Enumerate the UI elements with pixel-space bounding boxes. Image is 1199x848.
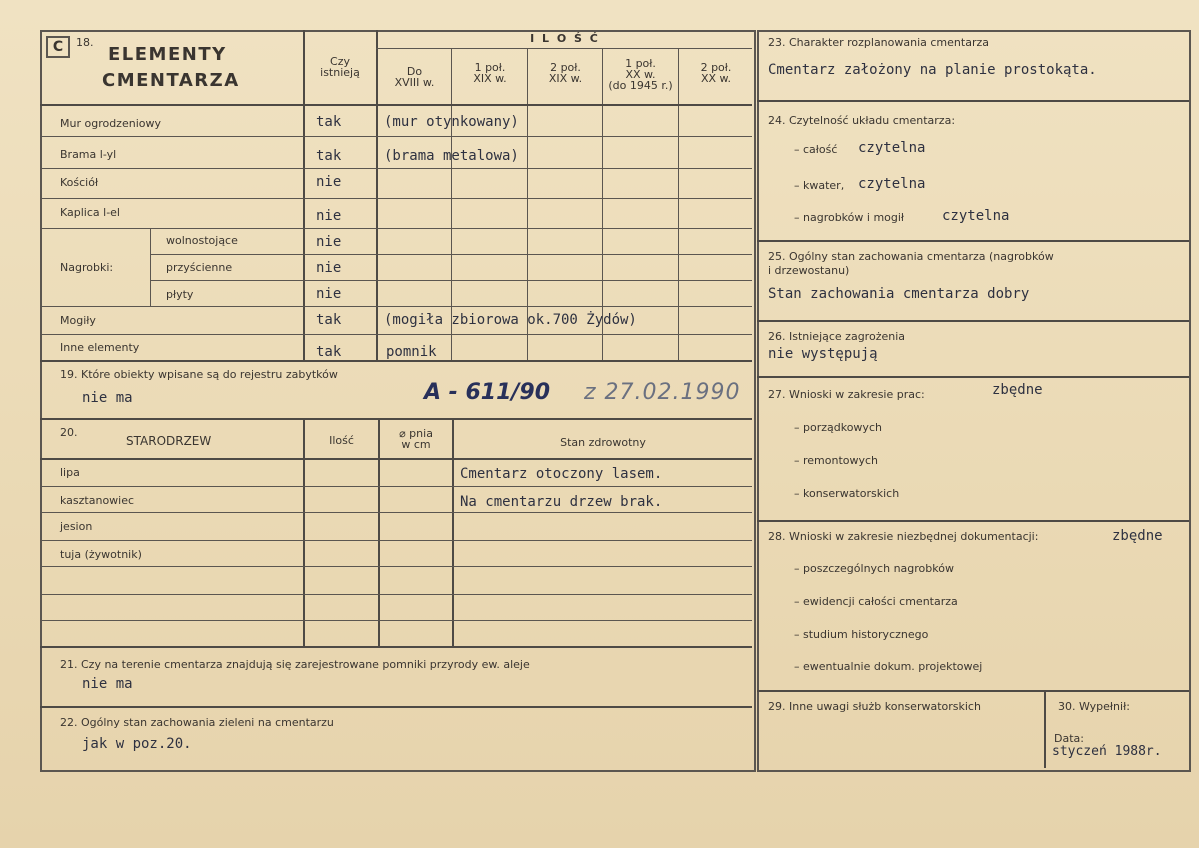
section30-date-label: Data: (1054, 732, 1084, 745)
divider (376, 48, 752, 49)
col-qty-header: I L O Ś Ć (530, 32, 600, 45)
col-header-1-xix-l1: 1 poł. (474, 61, 506, 74)
register-date: z 27.02.1990 (584, 380, 741, 405)
section18-number: 18. (76, 36, 94, 49)
col-header-1-xix-l2: XIX w. (473, 72, 507, 85)
section27-item-1: – porządkowych (794, 421, 882, 434)
note-inne: pomnik (386, 344, 437, 360)
row-label-plyty: płyty (166, 288, 194, 301)
exists-wolnostojace: nie (316, 234, 342, 250)
divider (757, 520, 1189, 522)
section24-item-1-label: – całość (794, 143, 838, 156)
divider (40, 620, 752, 621)
section25-label-line1: 25. Ogólny stan zachowania cmentarza (nagrobków (768, 250, 1054, 263)
divider (40, 334, 752, 335)
divider (303, 30, 305, 360)
section29-label: 29. Inne uwagi służb konserwatorskich (768, 700, 981, 713)
col-diameter-l1: ⌀ pnia (399, 427, 433, 440)
divider (757, 240, 1189, 242)
col-diameter (380, 428, 452, 450)
nagrobki-label: Nagrobki: (60, 261, 114, 274)
col-health: Stan zdrowotny (560, 436, 646, 449)
section24-item-2-label: – kwater, (794, 179, 845, 192)
section27-value: zbędne (992, 382, 1043, 398)
divider (452, 418, 454, 646)
col-exists-line1: Czy (330, 55, 350, 68)
col-header-2-xx-l1: 2 poł. (700, 61, 732, 74)
section23-value: Cmentarz założony na planie prostokąta. (768, 62, 1097, 78)
exists-mur: tak (316, 114, 342, 130)
divider (757, 320, 1189, 322)
divider (757, 376, 1189, 378)
col-header-1-xx-l2: XX w. (625, 68, 656, 81)
section27-label: 27. Wnioski w zakresie prac: (768, 388, 925, 401)
divider (378, 418, 380, 646)
divider (303, 418, 305, 646)
divider (40, 706, 752, 708)
col-header-2-xix (529, 62, 602, 84)
exists-inne: tak (316, 344, 342, 360)
row-label-inne: Inne elementy (60, 341, 140, 354)
col-exists-line2: istnieją (320, 66, 360, 79)
row-label-wolnostojace: wolnostojące (166, 234, 238, 247)
section25-value: Stan zachowania cmentarza dobry (768, 286, 1030, 302)
section-letter-box: C (46, 36, 70, 58)
col-header-xviii-l2: XVIII w. (394, 76, 435, 89)
row-label-mur: Mur ogrodzeniowy (60, 117, 161, 130)
section22-value: jak w poz.20. (82, 736, 192, 752)
divider (757, 690, 1189, 692)
note-mur: (mur otynkowany) (384, 114, 519, 130)
col-header-2-xx (680, 62, 752, 84)
divider (40, 458, 752, 460)
divider (40, 104, 752, 106)
tree-row-kasztanowiec: kasztanowiec (60, 494, 135, 507)
health-note-1: Cmentarz otoczony lasem. (460, 466, 663, 482)
col-header-xviii-l1: Do (406, 65, 423, 78)
divider (1044, 690, 1046, 768)
col-qty: Ilość (329, 434, 354, 447)
section24-item-3-value: czytelna (942, 208, 1010, 224)
col-header-1-xx-l3: (do 1945 r.) (608, 79, 673, 92)
divider (40, 136, 752, 137)
section23-label: 23. Charakter rozplanowania cmentarza (768, 36, 989, 49)
section30-label: 30. Wypełnił: (1058, 700, 1130, 713)
col-header-1-xx-l1: 1 poł. (625, 57, 656, 70)
section28-item-2: – ewidencji całości cmentarza (794, 595, 958, 608)
tree-row-jesion: jesion (60, 520, 93, 533)
col-diameter-l2: w cm (401, 438, 431, 451)
exists-mogily: tak (316, 312, 342, 328)
section27-item-2: – remontowych (794, 454, 879, 467)
tree-row-tuja: tuja (żywotnik) (60, 548, 142, 561)
section27-item-3: – konserwatorskich (794, 487, 900, 500)
divider (40, 594, 752, 595)
divider (40, 566, 752, 567)
section22-label: 22. Ogólny stan zachowania zieleni na cmentarzu (60, 716, 334, 729)
section28-item-4: – ewentualnie dokum. projektowej (794, 660, 983, 673)
divider (40, 486, 752, 487)
section24-label: 24. Czytelność układu cmentarza: (768, 114, 956, 127)
divider (40, 646, 752, 648)
note-brama: (brama metalowa) (384, 148, 519, 164)
section18-title-line2: CMENTARZA (102, 70, 240, 91)
row-label-kaplica: Kaplica l-el (60, 206, 120, 219)
section21-label: 21. Czy na terenie cmentarza znajdują się zarejestrowane pomniki przyrody ew. aleje (60, 658, 530, 671)
row-label-brama: Brama l-yl (60, 148, 117, 161)
note-mogily: (mogiła zbiorowa ok.700 Żydów) (384, 312, 637, 328)
exists-brama: tak (316, 148, 342, 164)
divider (150, 254, 752, 255)
col-header-2-xix-l2: XIX w. (548, 72, 583, 85)
section24-item-3-label: – nagrobków i mogił (794, 211, 905, 224)
tree-row-lipa: lipa (60, 466, 80, 479)
divider (40, 228, 752, 229)
row-label-mogily: Mogiły (60, 314, 96, 327)
divider (150, 280, 752, 281)
divider (678, 48, 679, 360)
divider (40, 168, 752, 169)
section28-label: 28. Wnioski w zakresie niezbędnej dokumentacji: (768, 530, 1039, 543)
divider (40, 512, 752, 513)
exists-przyscienne: nie (316, 260, 342, 276)
section21-value: nie ma (82, 676, 133, 692)
divider (40, 360, 752, 362)
section28-item-1: – poszczególnych nagrobków (794, 562, 954, 575)
section19-value: nie ma (82, 390, 133, 406)
section19-label: 19. Które obiekty wpisane są do rejestru zabytków (60, 368, 338, 381)
section20-title: STARODRZEW (126, 434, 212, 448)
health-note-2: Na cmentarzu drzew brak. (460, 494, 663, 510)
section24-item-1-value: czytelna (858, 140, 926, 156)
col-header-1-xix (453, 62, 527, 84)
divider (40, 418, 752, 420)
col-header-2-xix-l1: 2 poł. (550, 61, 581, 74)
section26-value: nie występują (768, 346, 878, 362)
section25-label-line2: i drzewostanu) (768, 264, 850, 277)
register-number: A - 611/90 (424, 380, 551, 405)
col-header-xviii (378, 66, 451, 88)
divider (40, 306, 752, 307)
divider (150, 228, 151, 306)
col-exists-header (305, 56, 375, 78)
row-label-przyscienne: przyścienne (166, 261, 233, 274)
divider (40, 540, 752, 541)
section24-item-2-value: czytelna (858, 176, 926, 192)
section26-label: 26. Istniejące zagrożenia (768, 330, 906, 343)
section20-number: 20. (60, 426, 78, 439)
exists-plyty: nie (316, 286, 342, 302)
row-label-kosciol: Kościół (60, 176, 99, 189)
exists-kosciol: nie (316, 174, 342, 190)
col-header-2-xx-l2: XX w. (700, 72, 732, 85)
divider (40, 198, 752, 199)
exists-kaplica: nie (316, 208, 342, 224)
section28-item-3: – studium historycznego (794, 628, 929, 641)
section18-title-line1: ELEMENTY (108, 44, 227, 65)
section30-date-value: styczeń 1988r. (1052, 744, 1162, 759)
divider (757, 100, 1189, 102)
col-header-1-xx (603, 58, 678, 91)
section28-value: zbędne (1112, 528, 1163, 544)
